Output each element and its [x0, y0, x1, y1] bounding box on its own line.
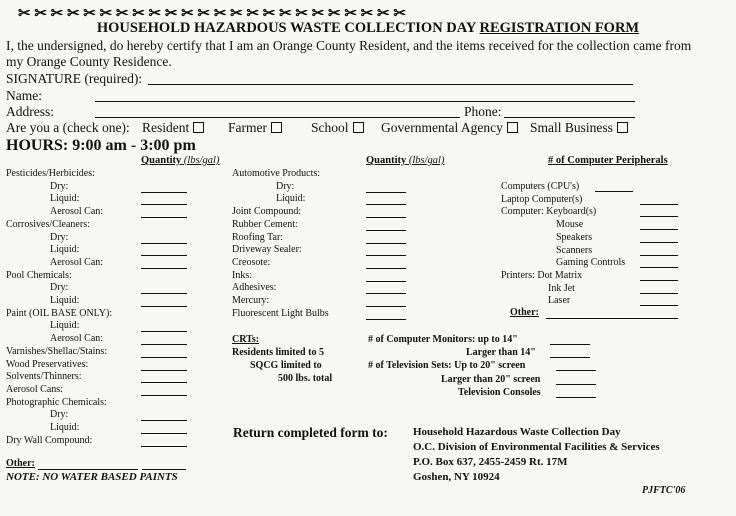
checkbox-farmer[interactable]	[271, 122, 282, 133]
list-item: Photographic Chemicals:	[6, 396, 107, 408]
form-title	[0, 20, 736, 37]
other-label-col1: Other:	[6, 458, 35, 469]
list-item: Creosote:	[232, 256, 271, 268]
quantity-field[interactable]	[141, 370, 187, 371]
list-item: Roofing Tar:	[232, 231, 284, 243]
crt-title: CRTs:	[232, 334, 260, 345]
quantity-field[interactable]	[141, 293, 187, 294]
monitor-tv-item: Larger than 14"	[466, 347, 536, 359]
peripheral-count-field[interactable]	[640, 293, 678, 294]
quantity-header-col1: Quantity (lbs/gal)	[141, 155, 220, 166]
quantity-field[interactable]	[141, 255, 187, 256]
option-governmental-agency[interactable]: Governmental Agency	[381, 120, 518, 136]
quantity-field[interactable]	[141, 357, 187, 358]
quantity-field[interactable]	[366, 306, 406, 307]
list-item: Mercury:	[232, 295, 270, 306]
peripheral-item: Laptop Computer(s)	[501, 193, 583, 205]
monitor-tv-item: # of Computer Monitors: up to 14"	[368, 334, 518, 345]
peripheral-count-field[interactable]	[640, 204, 678, 205]
monitor-tv-count-field[interactable]	[556, 384, 596, 385]
quantity-field[interactable]	[141, 420, 187, 421]
monitor-tv-item: Television Consoles	[458, 386, 541, 398]
scissors-cut-line: ✂ ✂ ✂ ✂ ✂ ✂ ✂ ✂ ✂ ✂ ✂ ✂ ✂ ✂ ✂ ✂ ✂ ✂ ✂ ✂ ✂ ✂ ✂ ✂	[18, 6, 406, 22]
return-address-3: P.O. Box 637, 2455-2459 Rt. 17M	[413, 456, 568, 468]
option-school[interactable]: School	[311, 120, 364, 136]
quantity-field[interactable]	[366, 255, 406, 256]
quantity-header-col2: Quantity (lbs/gal)	[366, 155, 445, 166]
other-field-peripherals[interactable]	[546, 318, 678, 319]
list-item: Liquid:	[50, 295, 80, 306]
list-item: Liquid:	[50, 320, 80, 332]
checkbox-school[interactable]	[353, 122, 364, 133]
peripheral-item: Mouse	[556, 219, 584, 231]
list-item: Paint (OIL BASE ONLY):	[6, 307, 113, 319]
peripheral-count-field[interactable]	[595, 191, 633, 192]
quantity-field[interactable]	[141, 331, 187, 332]
quantity-field[interactable]	[141, 204, 187, 205]
other-qty-col1[interactable]	[142, 469, 186, 470]
monitor-tv-item: # of Television Sets: Up to 20" screen	[368, 360, 526, 372]
peripheral-count-field[interactable]	[640, 280, 678, 281]
peripheral-count-field[interactable]	[640, 242, 678, 243]
peripheral-item: Gaming Controls	[556, 257, 626, 269]
quantity-field[interactable]	[141, 243, 187, 244]
checkbox-small-business[interactable]	[617, 122, 628, 133]
quantity-field[interactable]	[141, 344, 187, 345]
peripheral-item: Computers (CPU's)	[501, 181, 580, 192]
list-item: Liquid:	[50, 244, 80, 256]
quantity-field[interactable]	[141, 268, 187, 269]
crt-line-1: Residents limited to 5	[232, 347, 324, 358]
peripheral-item: Scanners	[556, 244, 593, 256]
address-field[interactable]	[95, 117, 460, 118]
quantity-field[interactable]	[366, 281, 406, 282]
list-item: Liquid:	[50, 422, 80, 433]
monitor-tv-count-field[interactable]	[556, 397, 596, 398]
certification-line-2: my Orange County Residence.	[6, 54, 172, 69]
list-item: Dry:	[50, 282, 69, 294]
quantity-field[interactable]	[141, 382, 187, 383]
title-main: HOUSEHOLD HAZARDOUS WASTE COLLECTION DAY	[96, 20, 480, 36]
quantity-field[interactable]	[366, 192, 406, 193]
peripheral-count-field[interactable]	[640, 255, 678, 256]
peripheral-count-field[interactable]	[640, 305, 678, 306]
list-item: Liquid:	[276, 193, 306, 205]
monitor-tv-count-field[interactable]	[550, 357, 590, 358]
list-item: Dry:	[50, 231, 69, 243]
other-field-col1[interactable]	[38, 469, 138, 470]
option-farmer[interactable]: Farmer	[228, 120, 282, 136]
peripheral-item: Speakers	[556, 231, 593, 243]
list-item: Wood Preservatives:	[6, 358, 89, 370]
quantity-field[interactable]	[141, 217, 187, 218]
return-address-2: O.C. Division of Environmental Facilities & Services	[413, 441, 660, 453]
monitor-tv-count-field[interactable]	[556, 370, 596, 371]
list-item: Fluorescent Light Bulbs	[232, 307, 329, 319]
name-field[interactable]	[95, 101, 635, 102]
title-registration-form: REGISTRATION FORM	[479, 20, 640, 36]
quantity-field[interactable]	[366, 293, 406, 294]
list-item: Dry:	[50, 180, 69, 192]
address-label: Address:	[6, 104, 54, 119]
list-item: Liquid:	[50, 193, 80, 205]
quantity-field[interactable]	[366, 319, 406, 320]
check-one-prompt: Are you a (check one):	[6, 120, 130, 135]
certification-line-1: I, the undersigned, do hereby certify that I am an Orange County Resident, and the items received for the collection came from	[6, 38, 692, 53]
list-item: Aerosol Can:	[50, 206, 104, 218]
quantity-field[interactable]	[366, 217, 406, 218]
quantity-field[interactable]	[366, 243, 406, 244]
monitor-tv-count-field[interactable]	[550, 344, 590, 345]
list-item: Aerosol Can:	[50, 256, 104, 268]
signature-field[interactable]	[148, 84, 633, 85]
peripheral-item: Laser	[548, 295, 571, 307]
list-item: Inks:	[232, 269, 252, 281]
option-resident[interactable]: Resident	[142, 120, 204, 136]
quantity-field[interactable]	[141, 306, 187, 307]
monitor-tv-item: Larger than 20" screen	[441, 373, 541, 385]
signature-label: SIGNATURE (required):	[6, 71, 143, 86]
quantity-field[interactable]	[141, 446, 187, 447]
list-item: Dry Wall Compound:	[6, 434, 93, 446]
other-label-peripherals: Other:	[510, 307, 539, 318]
list-item: Automotive Products:	[232, 168, 321, 179]
quantity-field[interactable]	[141, 192, 187, 193]
list-item: Dry:	[276, 180, 295, 192]
checkbox-resident[interactable]	[193, 122, 204, 133]
list-item: Aerosol Can:	[50, 333, 104, 345]
quantity-field[interactable]	[366, 230, 406, 231]
peripheral-item: Printers: Dot Matrix	[501, 269, 583, 281]
phone-label: Phone:	[464, 104, 502, 119]
peripheral-count-field[interactable]	[640, 216, 678, 217]
quantity-field[interactable]	[366, 204, 406, 205]
list-item: Adhesives:	[232, 282, 277, 294]
peripheral-item: Ink Jet	[548, 282, 575, 294]
list-item: Joint Compound:	[232, 206, 302, 218]
peripheral-item: Computer: Keyboard(s)	[501, 206, 597, 218]
list-item: Pesticides/Herbicides:	[6, 168, 95, 179]
note-no-water-paints: NOTE: NO WATER BASED PAINTS	[6, 471, 178, 483]
list-item: Solvents/Thinners:	[6, 371, 82, 383]
peripheral-count-field[interactable]	[640, 229, 678, 230]
return-label: Return completed form to:	[233, 425, 388, 440]
option-small-business[interactable]: Small Business	[530, 120, 628, 136]
list-item: Rubber Cement:	[232, 218, 298, 230]
quantity-field[interactable]	[141, 433, 187, 434]
crt-line-2: SQCG limited to	[250, 360, 322, 371]
name-label: Name:	[6, 88, 42, 103]
crt-line-3: 500 lbs. total	[278, 373, 333, 384]
peripheral-count-field[interactable]	[640, 267, 678, 268]
quantity-field[interactable]	[141, 395, 187, 396]
peripherals-header: # of Computer Peripherals	[548, 155, 668, 166]
list-item: Driveway Sealer:	[232, 244, 302, 256]
hours: HOURS: 9:00 am - 3:00 pm	[6, 137, 196, 154]
list-item: Pool Chemicals:	[6, 269, 72, 281]
quantity-field[interactable]	[366, 268, 406, 269]
phone-field[interactable]	[504, 117, 635, 118]
list-item: Varnishes/Shellac/Stains:	[6, 345, 108, 357]
return-address-4: Goshen, NY 10924	[413, 471, 500, 483]
list-item: Dry:	[50, 409, 69, 421]
list-item: Corrosives/Cleaners:	[6, 218, 90, 230]
return-address-1: Household Hazardous Waste Collection Day	[413, 426, 621, 438]
list-item: Aerosol Cans:	[6, 383, 63, 395]
checkbox-governmental-agency[interactable]	[507, 122, 518, 133]
form-code: PJFTC'06	[642, 485, 686, 496]
